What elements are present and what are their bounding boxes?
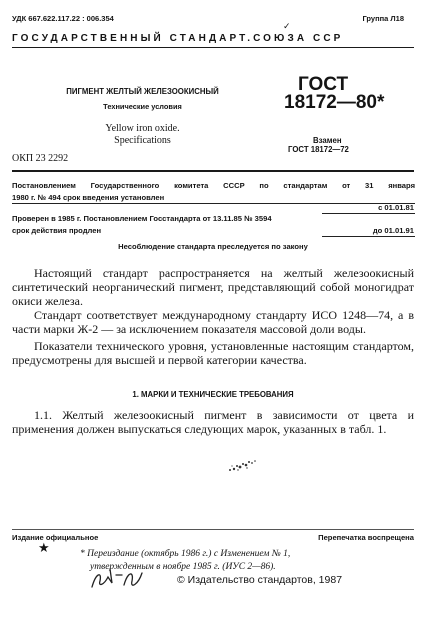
okp-code: ОКП 23 2292	[12, 153, 69, 164]
footer-rule	[12, 529, 414, 530]
english-title-line1: Yellow iron oxide.	[105, 123, 180, 134]
official-edition-label: Издание официальное	[12, 533, 99, 542]
decree-date-extended: до 01.01.91	[372, 226, 414, 235]
reissue-note-line1: * Переиздание (октябрь 1986 г.) с Изменением № 1,	[80, 549, 291, 559]
group-code: Группа Л18	[362, 14, 404, 23]
paragraph-scope: Настоящий стандарт распространяется на желтый железоокисный синтетический неорганический пигмент, представляющий собой моногидрат окиси железа.	[12, 266, 414, 309]
header-rule	[12, 47, 414, 48]
check-mark-icon: ✓	[283, 21, 291, 31]
reissue-note-line2: утвержденным в ноябре 1985 г. (ИУС 2—86).	[90, 562, 276, 572]
decree-line2: 1980 г. № 494 срок введения установлен	[12, 193, 165, 202]
decree-underline1	[12, 203, 415, 204]
decree-line3: Проверен в 1985 г. Постановлением Госстандарта от 13.11.85 № 3594	[12, 214, 272, 223]
section-heading: 1. МАРКИ И ТЕХНИЧЕСКИЕ ТРЕБОВАНИЯ	[132, 390, 294, 399]
gost-label: ГОСТ	[298, 74, 349, 95]
paragraph-grades: 1.1. Желтый железоокисный пигмент в зависимости от цвета и применения должен выпускаться следующих марок, указанных в табл. 1.	[12, 408, 414, 437]
ink-stain	[227, 459, 261, 473]
decree-line4: срок действия продлен	[12, 226, 102, 235]
document-title: ПИГМЕНТ ЖЕЛТЫЙ ЖЕЛЕЗООКИСНЫЙ	[66, 87, 219, 96]
handwritten-signature	[88, 565, 148, 591]
replaces-label: Взамен	[313, 136, 342, 145]
english-title	[40, 123, 245, 147]
document-subtitle: Технические условия	[103, 102, 182, 111]
paragraph-quality: Показатели технического уровня, установленные настоящим стандартом, предусмотрены для высшей и первой категории качества.	[12, 339, 414, 368]
paragraph-iso: Стандарт соответствует международному стандарту ИСО 1248—74, а в части марки Ж-2 — за исключением показателя массовой доли воды.	[12, 308, 414, 337]
english-title-line2: Specifications	[114, 135, 171, 146]
replaces-value: ГОСТ 18172—72	[288, 145, 349, 154]
decree-date-effective: с 01.01.81	[378, 203, 414, 212]
violation-notice: Несоблюдение стандарта преследуется по закону	[118, 242, 308, 251]
decree-line1: Постановлением Государственного комитета СССР по стандартам от 31 января	[12, 181, 415, 190]
udk-code: УДК 667.622.117.22 : 006.354	[12, 14, 114, 23]
decree-top-rule	[12, 170, 414, 172]
gost-number: 18172—80*	[284, 92, 385, 113]
standard-header: ГОСУДАРСТВЕННЫЙ СТАНДАРТ.СОЮЗА ССР	[12, 33, 344, 44]
decree-date-underline1	[322, 213, 415, 214]
decree-date-underline2	[322, 236, 415, 237]
star-icon: ★	[38, 540, 50, 555]
reprint-notice: Перепечатка воспрещена	[318, 533, 414, 542]
copyright: © Издательство стандартов, 1987	[177, 574, 343, 586]
